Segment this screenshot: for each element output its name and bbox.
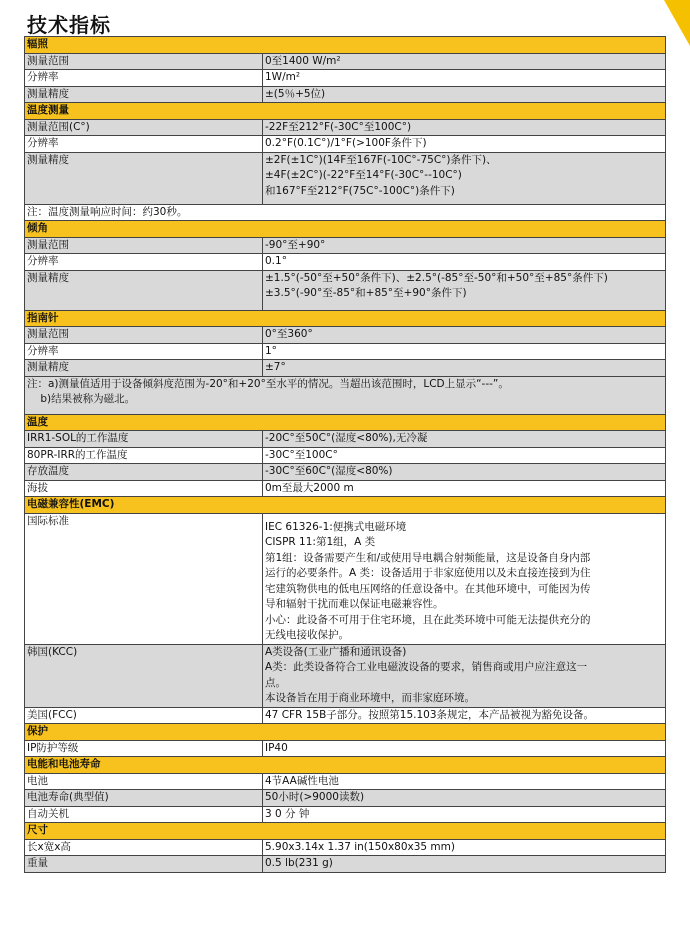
table-row: 测量精度 ±(5％+5位)	[25, 86, 666, 103]
section-header-irradiance: 辐照	[25, 37, 666, 54]
note-row: 注：温度测量响应时间：约30秒。	[25, 204, 666, 221]
table-row: 分辨率 1°	[25, 343, 666, 360]
section-header-compass: 指南针	[25, 310, 666, 327]
table-row: 电池寿命(典型值) 50小时(>9000读数)	[25, 790, 666, 807]
table-row: 分辨率 0.1°	[25, 254, 666, 271]
table-row: 海拔 0m至最大2000 m	[25, 480, 666, 497]
table-row: 韩国(KCC) A类设备(工业广播和通讯设备) A类：此类设备符合工业电磁波设备的要求，销售商或用户应注意这一 点。 本设备旨在用于商业环境中，而非家庭环境。	[25, 644, 666, 707]
section-header-temperature-measurement: 温度测量	[25, 103, 666, 120]
table-row: 测量精度 ±2F(±1C°)(14F至167F(-10C°-75C°)条件下)、 ±4F(±2C°)(-22°F至14°F(-30C°--10C°) 和167°F至212°F(75C°-100C°)条件下)	[25, 152, 666, 204]
corner-accent	[664, 0, 690, 46]
table-row: 长x宽x高 5.90x3.14x 1.37 in(150x80x35 mm)	[25, 839, 666, 856]
table-row: 测量精度 ±1.5°(-50°至+50°条件下)、±2.5°(-85°至-50°和+50°至+85°条件下) ±3.5°(-90°至-85°和+85°至+90°条件下)	[25, 270, 666, 310]
table-row: 自动关机 3 0 分 钟	[25, 806, 666, 823]
table-row: 电池 4节AA碱性电池	[25, 773, 666, 790]
table-row: 测量精度 ±7°	[25, 360, 666, 377]
spec-table	[24, 36, 666, 873]
section-header-size: 尺寸	[25, 823, 666, 840]
table-row: 测量范围 0至1400 W/m²	[25, 53, 666, 70]
table-row: 测量范围(C°) -22F至212°F(-30C°至100C°)	[25, 119, 666, 136]
table-row: IP防护等级 IP40	[25, 740, 666, 757]
table-row: 分辨率 0.2°F(0.1C°)/1°F(>100F条件下)	[25, 136, 666, 153]
section-header-tilt: 倾角	[25, 221, 666, 238]
table-row: 重量 0.5 lb(231 g)	[25, 856, 666, 873]
table-row: 分辨率 1W/m²	[25, 70, 666, 87]
section-header-protection: 保护	[25, 724, 666, 741]
table-row: 美国(FCC) 47 CFR 15B子部分。按照第15.103条规定，本产品被视为豁免设备。	[25, 707, 666, 724]
page-title: 技术指标	[27, 13, 111, 37]
table-row: 测量范围 -90°至+90°	[25, 237, 666, 254]
table-row: 80PR-IRR的工作温度 -30C°至100C°	[25, 447, 666, 464]
table-row: 国际标准 IEC 61326-1:便携式电磁环境 CISPR 11:第1组，A 类 第1组：设备需要产生和/或使用导电耦合射频能量，这是设备自身内部 运行的必要条件。A 类：设备适用于非家庭使用以及未直接连接到为住 宅建筑物供电的低电压网络的任意设备中。在其他环境中，可能因为传 导和辐射干扰而难以保证电磁兼容性。 小心：此设备不可用于住宅环境，且在此类环境中可能无法提供充分的 无线电接收保护。	[25, 513, 666, 644]
section-header-emc: 电磁兼容性(EMC)	[25, 497, 666, 514]
table-row: 存放温度 -30C°至60C°(湿度<80%)	[25, 464, 666, 481]
table-row: IRR1-SOL的工作温度 -20C°至50C°(湿度<80%),无冷凝	[25, 431, 666, 448]
table-row: 测量范围 0°至360°	[25, 327, 666, 344]
section-header-temperature: 温度	[25, 414, 666, 431]
note-row: 注：a)测量值适用于设备倾斜度范围为-20°和+20°至水平的情况。当超出该范围时，LCD上显示“---”。 b)结果被称为磁北。	[25, 376, 666, 414]
section-header-power: 电能和电池寿命	[25, 757, 666, 774]
